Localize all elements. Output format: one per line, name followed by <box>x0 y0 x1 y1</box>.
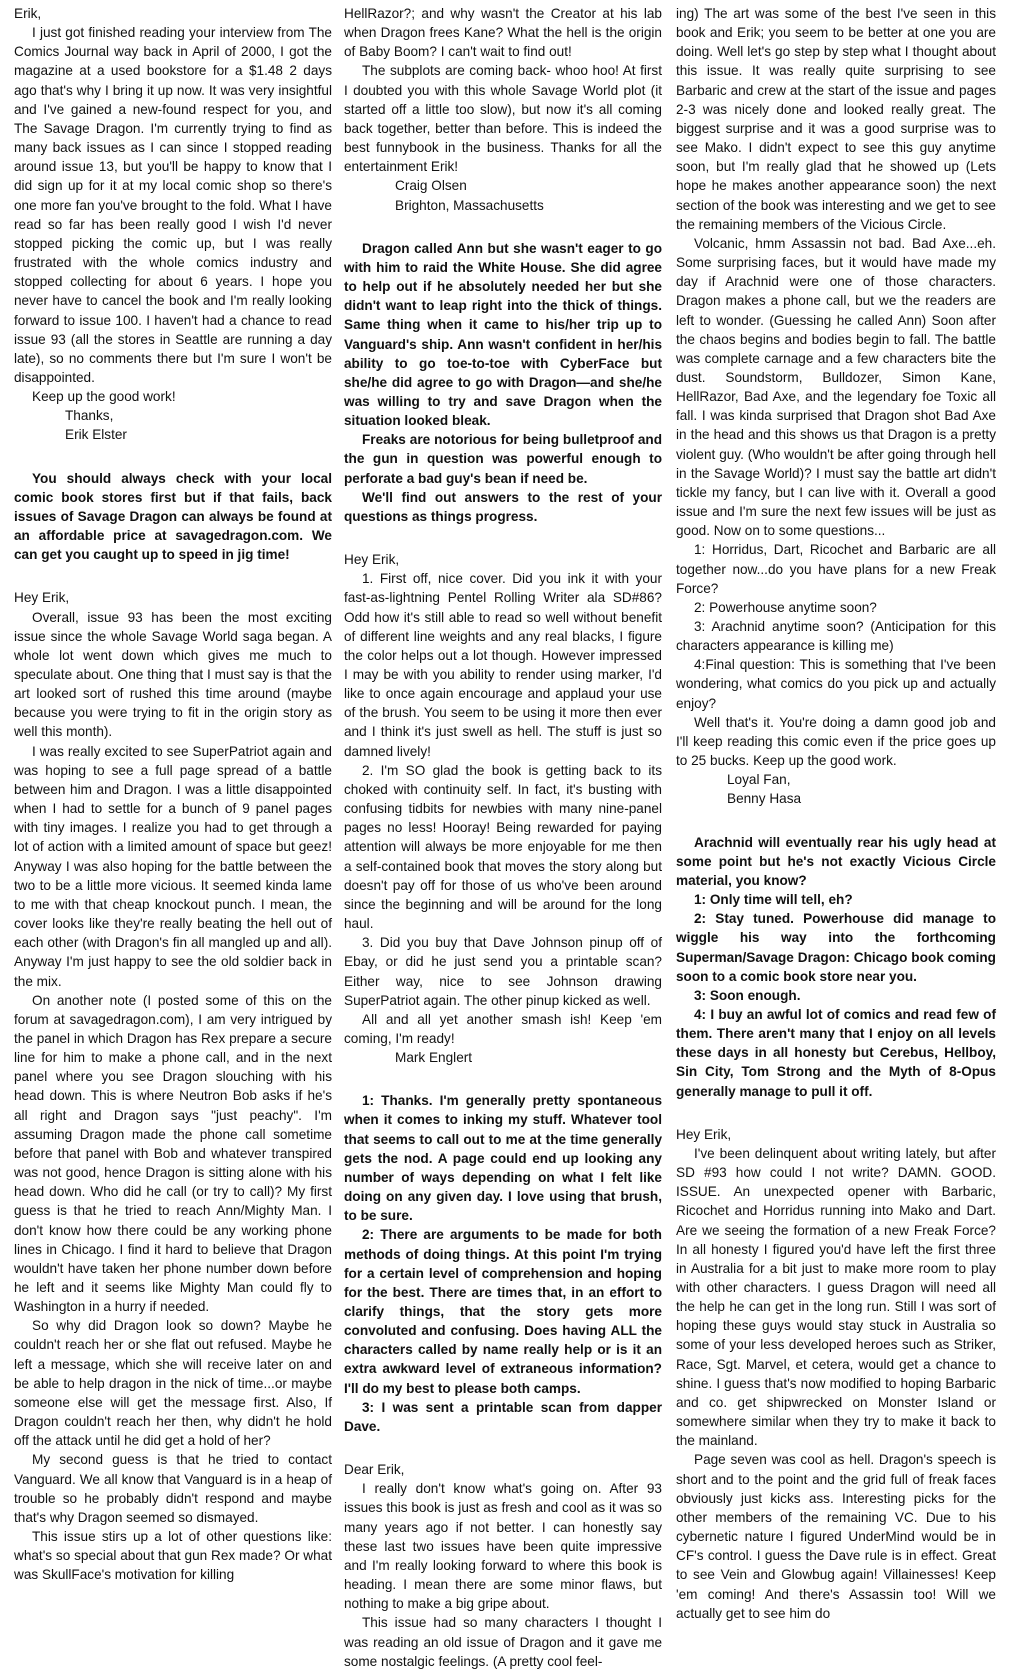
answer-4: 4: I buy an awful lot of comics and read few of them. There aren't many that I enjoy on all levels these days in all honesty but Cerebus, Hellboy, Sin City, Tom Strong and the Myth of 8-Opus generally manage to pull it off. <box>676 1006 996 1099</box>
question-1: 1: Horridus, Dart, Ricochet and Barbaric are all together now...do you have plans for a new Freak Force? <box>676 542 996 596</box>
letter-paragraph: 3. Did you buy that Dave Johnson pinup off of Ebay, or did he just send you a printable scan? Either way, nice to see Johnson drawing SuperPatriot again. The other pinup kicked as well. <box>344 935 662 1008</box>
column-left <box>14 4 332 1596</box>
letter-paragraph: I was really excited to see SuperPatriot again and was hoping to see a full page spread of a battle between him and Dragon. I was a little disappointed when I had to settle for a bunch of 9 panel pages with tiny images. I realize you had to get through a lot of action with a limited amount of space but geez! Anyway I was also hoping for the battle between the two to be a little more vicious. It seemed kinda lame to me with that cheap knockout punch. I mean, the cover looks like they're really beating the hell out of each other (with Dragon's fin all mangled up and all). Anyway I'm just happy to see the old soldier back in the mix. <box>14 743 332 989</box>
salutation: Hey Erik, <box>676 1126 732 1142</box>
salutation: Hey Erik, <box>344 552 400 568</box>
letter-paragraph: My second guess is that he tried to contact Vanguard. We all know that Vanguard is in a heap of trouble so he probably didn't respond and maybe that's why Dragon seemed so dismayed. <box>14 1452 332 1525</box>
question-3: 3: Arachnid anytime soon? (Anticipation for this characters appearance is killing me) <box>676 619 996 654</box>
letter-paragraph: I really don't know what's going on. After 93 issues this book is just as fresh and cool as it was so many years ago if not better. I can honestly say these last two issues have been quite impressive and I'm really looking forward to where this book is heading. I mean there are some minor flaws, but nothing to make a big gripe about. <box>344 1481 662 1612</box>
reply-paragraph: You should always check with your local comic book stores first but if that fails, back issues of Savage Dragon can always be found at an affordable price at savagedragon.com. We can get you caught up to speed in jig time! <box>14 470 332 563</box>
letter-dear-erik <box>344 1460 662 1671</box>
letter-paragraph: The subplots are coming back- whoo hoo! At first I doubted you with this whole Savage World plot (it started off a little too slow), but now it's all coming back together, better than before. This is indeed the best funnybook in the business. Thanks for all the entertainment Erik! <box>344 63 662 175</box>
reply-paragraph: Dragon called Ann but she wasn't eager to go with him to raid the White House. She did agree to help out if he absolutely needed her but she didn't want to leap right into the thick of things. Same thing when it came to his/her trip up to Vanguard's ship. Ann wasn't confident in her/his ability to go toe-to-toe with CyberFace but she/he did agree to go with Dragon—and she/he was willing to try and save Dragon when the situation looked bleak. <box>344 240 662 429</box>
column-middle <box>344 4 662 1669</box>
closing: Thanks, <box>65 408 114 424</box>
reply-paragraph: We'll find out answers to the rest of your questions as things progress. <box>344 489 662 524</box>
reply-paragraph: 2: There are arguments to be made for both methods of doing things. At this point I'm trying for a certain level of comprehension and hoping for the best. There are times that, in an effort to clarify things, that the story gets more convoluted and confusing. Does having ALL the characters called by name really help or is it an extra awkward level of extraneous information? I'll do my best to please both camps. <box>344 1227 662 1396</box>
signature-place: Brighton, Massachusetts <box>395 197 544 213</box>
signature-name: Craig Olsen <box>395 178 467 194</box>
signature-name: Benny Hasa <box>727 791 802 807</box>
letter-benny-hasa <box>676 4 996 809</box>
letter-paragraph: On another note (I posted some of this on the forum at savagedragon.com), I am very intrigued by the panel in which Dragon has Rex prepare a secure line for him to make a phone call, and in the next panel where you see Dragon slouching with his head down. This is where Neutron Bob asks if he's all right and Dragon says "just peachy". I'm assuming Dragon made the phone call sometime before that panel with Bob and whatever transpired was not good, hence Dragon is sitting alone with his head down. Who did he call (or try to call)? My first guess is that he tried to reach Ann/Mighty Man. I don't know how there could be any working phone lines in Chicago. I find it hard to believe that Dragon wouldn't have taken her phone number down before he left and it seems like Mighty Man could fly to Washington in a hurry if needed. <box>14 992 332 1315</box>
reply-paragraph: 3: I was sent a printable scan from dapper Dave. <box>344 1399 662 1434</box>
letter-paragraph: So why did Dragon look so down? Maybe he couldn't reach her or she flat out refused. Maybe he left a message, which she will receive later on and be able to help dragon in the nick of time...or maybe someone else will get the message first. Also, If Dragon couldn't reach her then, why didn't he hold off the attack until he did get a hold of her? <box>14 1318 332 1449</box>
letter-paragraph: All and all yet another smash ish! Keep 'em coming, I'm ready! <box>344 1011 662 1046</box>
letter-paragraph: Overall, issue 93 has been the most exciting issue since the whole Savage World saga began. A whole lot went down which gives me much to speculate about. One thing that I must say is that the art looked sort of rushed this time around (maybe because you were trying to fit in the origin story as well this month). <box>14 609 332 740</box>
editor-reply <box>344 1091 662 1436</box>
letter-paragraph: This issue stirs up a lot of other questions like: what's so special about that gun Rex made? Or what was SkullFace's motivation for killing <box>14 1529 332 1583</box>
letter-mark-englert <box>344 550 662 1067</box>
salutation: Hey Erik, <box>14 590 70 606</box>
signature-name: Mark Englert <box>395 1050 473 1066</box>
letter-paragraph: ing) The art was some of the best I've seen in this book and Erik; you seem to be better at one you are doing. Well let's go step by step what I thought about this issue. It was really quite surprising to see Barbaric and crew at the start of the issue and pages 2-3 was nicely done and looked really great. The biggest surprise and it was a good surprise was to see Mako. I didn't expect to see this guy anytime soon, but I'm really glad that he showed up (Lets hope he makes another appearance soon) the next section of the book was interesting and we get to see the remaining members of the Vicious Circle. <box>676 6 996 232</box>
letter-paragraph: Well that's it. You're doing a damn good job and I'll keep reading this comic even if the price goes up to 25 bucks. Keep up the good work. <box>676 714 996 769</box>
signature-name: Erik Elster <box>65 427 127 443</box>
question-2: 2: Powerhouse anytime soon? <box>694 599 877 615</box>
editor-reply <box>676 833 996 1101</box>
reply-paragraph: Freaks are notorious for being bulletproof and the gun in question was powerful enough to perforate a bad guy's bean if need be. <box>344 432 662 486</box>
editor-reply <box>14 469 332 565</box>
answer-2: 2: Stay tuned. Powerhouse did manage to wiggle his way into the forthcoming Superman/Savage Dragon: Chicago book coming soon to a comic book store near you. <box>676 911 996 984</box>
salutation: Dear Erik, <box>344 1462 405 1478</box>
answer-3: 3: Soon enough. <box>694 987 801 1003</box>
answer-1: 1: Only time will tell, eh? <box>694 892 853 908</box>
letter-paragraph: HellRazor?; and why wasn't the Creator at his lab when Dragon frees Kane? What the hell is the origin of Baby Boom? I can't wait to find out! <box>344 6 662 60</box>
letter-paragraph: 1. First off, nice cover. Did you ink it with your fast-as-lightning Pentel Rolling Writer ala SD#86? Odd how it's still able to read so well without benefit of different line weights and any real blacks, I figure the color helps out a lot though. However impressed I may be with you ability to render using marker, I'd like to once again encourage and applaud your use of the brush. You seem to be using it more then ever and I think it's just swell as hell. The stuff is just so damned lively! <box>344 571 662 759</box>
letter-erik-elster <box>14 4 332 445</box>
letter-paragraph: I've been delinquent about writing lately, but after SD #93 how could I not write? DAMN. GOOD. ISSUE. An unexpected opener with Barbaric, Ricochet and Horridus running into Mako and Dart. Are we seeing the formation of a new Freak Force? In all honesty I figured you'd have left the first three in Australia for a bit just to make more room to play with other characters. I guess Dragon will need all the help he can get in the long run. Still I was sort of hoping these guys would stay stuck in Australia so some of your less developed heroes such as Striker, Race, Sgt. Marvel, et cetera, would get a chance to shine. I guess that's now modified to hoping Barbaric and co. get shipwrecked on Monster Island or somewhere similar when they try to make it back to the mainland. <box>676 1145 996 1449</box>
letter-paragraph: Keep up the good work! <box>32 389 176 405</box>
column-right <box>676 4 996 1621</box>
letter-craig-olsen <box>14 588 332 1584</box>
letter-paragraph: Volcanic, hmm Assassin not bad. Bad Axe...eh. Some surprising faces, but it would have made my day if Arachnid were one of those characters. Dragon makes a phone call, but we the readers are left to wonder. (Guessing he called Ann) Soon after the chaos begins and bodies begin to fall. The battle was complete carnage and a few characters bite the dust. Soundstorm, Bulldozer, Simon Kane, HellRazor, Bad Axe, and the legendary foe Toxic all fall. I was kinda surprised that Dragon shot Bad Axe in the head and this shows us that Dragon is a pretty violent guy. (Who wouldn't be after going through hell in the Savage World)? I must say the battle art didn't tickle my fancy, but I can live with it. Overall a good issue and I'm sure the next few issues will be just as good. Now on to some questions... <box>676 235 996 539</box>
letter-craig-olsen-continued <box>344 4 662 215</box>
letter-paragraph: This issue had so many characters I thought I was reading an old issue of Dragon and it gave me some nostalgic feelings. (A pretty cool feel- <box>344 1615 662 1669</box>
closing: Loyal Fan, <box>727 772 791 788</box>
letter-paragraph: Page seven was cool as hell. Dragon's speech is short and to the point and the grid full of freak faces obviously just kicks ass. Interesting picks for the other members of the remaining VC. Due to his cybernetic nature I figured UnderMind would be in CF's control. I guess the Dave rule is in effect. Great to see Vein and Glowbug again! Villainesses! Keep 'em coming! And there's Assassin too! Will we actually get to see him do <box>676 1452 996 1621</box>
editor-reply <box>344 239 662 526</box>
reply-paragraph: 1: Thanks. I'm generally pretty spontaneous when it comes to inking my stuff. Whatever tool that seems to call out to me at the time generally gets the nod. A page could end up looking any number of ways depending on what I felt like doing on any given day. I love using that brush, to be sure. <box>344 1093 662 1224</box>
letter-hey-erik <box>676 1125 996 1623</box>
salutation: Erik, <box>14 6 42 21</box>
letter-paragraph: I just got finished reading your interview from The Comics Journal way back in April of 2000, I got the magazine at a used bookstore for a $1.48 2 days ago that's why I bring it up now. It was very insightful and I've gained a new-found respect for you, and The Savage Dragon. I'm currently trying to find as many back issues as I can since I stopped reading around issue 13, but you'll be happy to know that I did sign up for it at my local comic shop so there's one more fan you've brought to the fold. What I have read so far has been really good I wish I'd never stopped picking the comic up, but I was really frustrated with the whole comics industry and stopped collecting for about 6 years. I hope you never have to cancel the book and I'm really looking forward to issue 100. I haven't had a chance to read issue 93 (all the stores in Seattle are running a day late), so no comments there but I'm sure I won't be disappointed. <box>14 25 332 385</box>
reply-paragraph: Arachnid will eventually rear his ugly head at some point but he's not exactly Vicious Circle material, you know? <box>676 834 996 888</box>
letter-paragraph: 2. I'm SO glad the book is getting back to its choked with continuity self. In fact, it's busting with confusing tidbits for newbies with many nine-panel pages no less! Hooray! Being rewarded for paying attention will always be more enjoyable for me then a self-contained book that moves the story along but doesn't pay off for those of us who've been around since the beginning and will be around for the long haul. <box>344 762 662 932</box>
question-4: 4:Final question: This is something that I've been wondering, what comics do you pick up and actually enjoy? <box>676 657 996 711</box>
